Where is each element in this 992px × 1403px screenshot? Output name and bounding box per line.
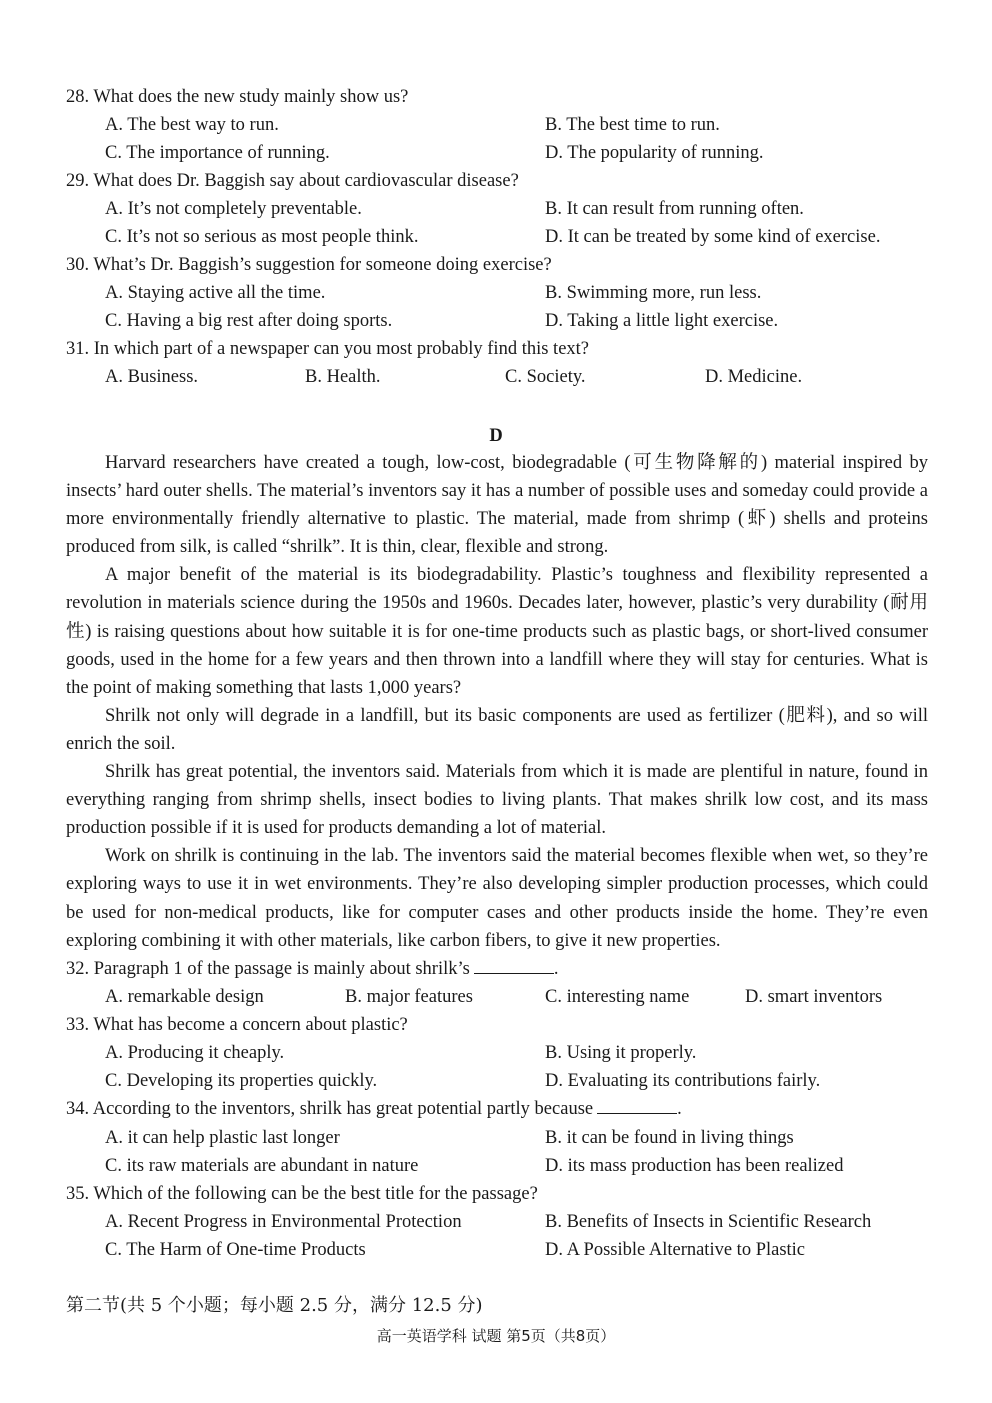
passage-body (66, 449, 928, 955)
question-28-option-b: B. The best time to run. (545, 115, 720, 135)
answer-blank (597, 1095, 677, 1114)
answer-blank (474, 955, 554, 974)
question-29-stem: 29. What does Dr. Baggish say about cardiovascular disease? (66, 171, 519, 191)
question-29-option-d: D. It can be treated by some kind of exercise. (545, 227, 881, 247)
question-30-stem: 30. What’s Dr. Baggish’s suggestion for someone doing exercise? (66, 255, 552, 275)
question-33-option-d: D. Evaluating its contributions fairly. (545, 1071, 821, 1091)
question-32-text: 32. Paragraph 1 of the passage is mainly about shrilk’s (66, 959, 470, 979)
question-31-option-d: D. Medicine. (705, 367, 803, 387)
section-2-heading: 第二节(共 5 个小题；每小题 2.5 分，满分 12.5 分) (66, 1295, 483, 1316)
question-28-option-c: C. The importance of running. (105, 143, 330, 163)
question-29-option-c: C. It’s not so serious as most people think. (105, 227, 419, 247)
passage-paragraph: Harvard researchers have created a tough, low-cost, biodegradable (可生物降解的) material inspired by insects’ hard outer shells. The material’s inventors say it has a number of possible uses and someday could provide a more environmentally friendly alternative to plastic. The material, made from shrimp (虾) shells and proteins produced from silk, is called “shrilk”. It is thin, clear, flexible and strong. (66, 453, 928, 558)
page-footer: 高一英语学科 试题 第5页（共8页） (376, 1327, 616, 1345)
question-34-option-c: C. its raw materials are abundant in nature (105, 1156, 419, 1176)
question-31-option-c: C. Society. (505, 367, 586, 387)
question-34-option-d: D. its mass production has been realized (545, 1156, 844, 1176)
question-31-stem: 31. In which part of a newspaper can you most probably find this text? (66, 339, 590, 359)
question-32-option-d: D. smart inventors (745, 987, 883, 1007)
question-33-option-c: C. Developing its properties quickly. (105, 1071, 378, 1091)
question-28-option-d: D. The popularity of running. (545, 143, 764, 163)
question-35-option-d: D. A Possible Alternative to Plastic (545, 1240, 806, 1260)
question-34-text: 34. According to the inventors, shrilk has great potential partly because (66, 1099, 594, 1119)
question-32-option-b: B. major features (345, 987, 473, 1007)
question-33-option-a: A. Producing it cheaply. (105, 1043, 285, 1063)
question-30-option-a: A. Staying active all the time. (105, 283, 326, 303)
question-29-option-a: A. It’s not completely preventable. (105, 199, 362, 219)
question-34-option-a: A. it can help plastic last longer (105, 1128, 340, 1148)
question-30-option-d: D. Taking a little light exercise. (545, 311, 779, 331)
question-35-stem: 35. Which of the following can be the best title for the passage? (66, 1184, 538, 1204)
passage-paragraph: A major benefit of the material is its biodegradability. Plastic’s toughness and flexibility represented a revolution in materials science during the 1950s and 1960s. Decades later, however, plastic’s very durability (耐用性) is raising questions about how suitable it is for one-time products such as plastic bags, or short-lived consumer goods, used in the home for a few years and then thrown into a landfill where they will stay for centuries. What is the point of making something that lasts 1,000 years? (66, 565, 928, 698)
passage-paragraph: Shrilk has great potential, the inventors said. Materials from which it is made are plentiful in nature, found in everything ranging from shrimp shells, insect bodies to living plants. That makes shrilk low cost, and its mass production possible if it is used for products demanding a lot of material. (66, 762, 928, 839)
question-32-stem: 32. Paragraph 1 of the passage is mainly about shrilk’s . (66, 955, 558, 983)
passage-paragraph: Shrilk not only will degrade in a landfill, but its basic components are used as fertilizer (肥料), and so will enrich the soil. (66, 705, 928, 754)
question-31-option-a: A. Business. (105, 367, 199, 387)
question-35-option-c: C. The Harm of One-time Products (105, 1240, 366, 1260)
question-30-option-b: B. Swimming more, run less. (545, 283, 762, 303)
question-35-option-b: B. Benefits of Insects in Scientific Research (545, 1212, 872, 1232)
question-32-option-a: A. remarkable design (105, 987, 264, 1007)
passage-heading: D (489, 426, 503, 446)
question-34-option-b: B. it can be found in living things (545, 1128, 794, 1148)
question-29-option-b: B. It can result from running often. (545, 199, 804, 219)
question-28-stem: 28. What does the new study mainly show us? (66, 87, 409, 107)
question-33-option-b: B. Using it properly. (545, 1043, 697, 1063)
question-30-option-c: C. Having a big rest after doing sports. (105, 311, 393, 331)
question-31-option-b: B. Health. (305, 367, 381, 387)
question-28-option-a: A. The best way to run. (105, 115, 279, 135)
passage-paragraph: Work on shrilk is continuing in the lab. The inventors said the material becomes flexible when wet, so they’re exploring ways to use it in wet environments. They’re also developing simpler production processes, which could be used for non-medical products, like for computer cases and other products inside the home. They’re even exploring combining it with other materials, like carbon fibers, to give it new properties. (66, 846, 928, 951)
question-32-option-c: C. interesting name (545, 987, 690, 1007)
question-35-option-a: A. Recent Progress in Environmental Protection (105, 1212, 462, 1232)
question-33-stem: 33. What has become a concern about plastic? (66, 1015, 408, 1035)
question-34-stem: 34. According to the inventors, shrilk has great potential partly because . (66, 1095, 682, 1123)
